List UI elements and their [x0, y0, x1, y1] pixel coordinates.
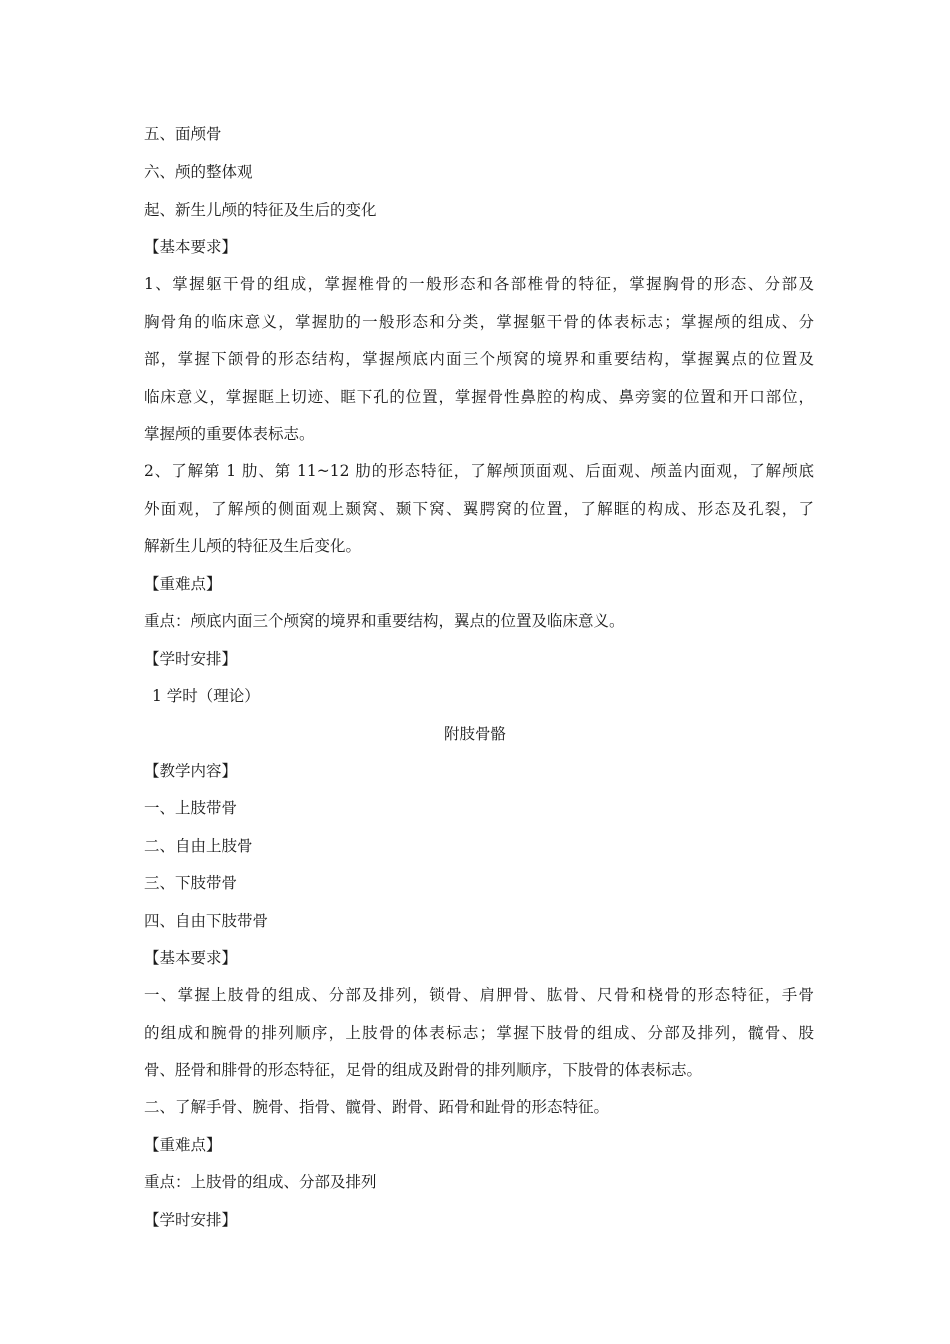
list-item: 四、自由下肢带骨	[144, 912, 269, 930]
list-item: 一、上肢带骨	[144, 799, 238, 817]
paragraph-line: 的组成和腕骨的排列顺序，上肢骨的体表标志；掌握下肢骨的组成、分部及排列，髋骨、股	[144, 1024, 814, 1042]
paragraph-line: 重点：颅底内面三个颅窝的境界和重要结构，翼点的位置及临床意义。	[144, 612, 625, 630]
section-heading: 【学时安排】	[144, 650, 238, 668]
paragraph-line: 一、掌握上肢骨的组成、分部及排列，锁骨、肩胛骨、肱骨、尺骨和桡骨的形态特征，手骨	[144, 986, 814, 1004]
list-item: 三、下肢带骨	[144, 874, 238, 892]
paragraph-line: 骨、胫骨和腓骨的形态特征，足骨的组成及跗骨的排列顺序，下肢骨的体表标志。	[144, 1061, 703, 1079]
section-heading: 【基本要求】	[144, 949, 238, 967]
paragraph-line: 胸骨角的临床意义，掌握肋的一般形态和分类，掌握躯干骨的体表标志；掌握颅的组成、分	[144, 313, 814, 331]
paragraph-line: 1 学时（理论）	[152, 687, 260, 705]
list-item: 五、面颅骨	[144, 125, 222, 143]
paragraph-line: 解新生儿颅的特征及生后变化。	[144, 537, 362, 555]
list-item: 起、新生儿颅的特征及生后的变化	[144, 201, 377, 219]
paragraph-line: 二、了解手骨、腕骨、指骨、髋骨、跗骨、跖骨和趾骨的形态特征。	[144, 1098, 610, 1116]
paragraph-line: 重点：上肢骨的组成、分部及排列	[144, 1173, 377, 1191]
paragraph-line: 外面观，了解颅的侧面观上颞窝、颞下窝、翼腭窝的位置，了解眶的构成、形态及孔裂，了	[144, 500, 814, 518]
section-heading: 【学时安排】	[144, 1211, 238, 1229]
section-heading: 【教学内容】	[144, 762, 238, 780]
section-heading: 【重难点】	[144, 1136, 222, 1154]
paragraph-line: 1、掌握躯干骨的组成，掌握椎骨的一般形态和各部椎骨的特征，掌握胸骨的形态、分部及	[144, 275, 814, 293]
paragraph-line: 掌握颅的重要体表标志。	[144, 425, 315, 443]
section-heading: 【重难点】	[144, 575, 222, 593]
section-heading: 【基本要求】	[144, 238, 238, 256]
paragraph-line: 部，掌握下颌骨的形态结构，掌握颅底内面三个颅窝的境界和重要结构，掌握翼点的位置及	[144, 350, 814, 368]
paragraph-line: 临床意义，掌握眶上切迹、眶下孔的位置，掌握骨性鼻腔的构成、鼻旁窦的位置和开口部位，	[144, 388, 814, 406]
list-item: 六、颅的整体观	[144, 163, 253, 181]
paragraph-line: 2、了解第 1 肋、第 11~12 肋的形态特征，了解颅顶面观、后面观、颅盖内面观，了解颅底	[144, 462, 814, 480]
list-item: 二、自由上肢骨	[144, 837, 253, 855]
section-title: 附肢骨骼	[443, 725, 506, 743]
